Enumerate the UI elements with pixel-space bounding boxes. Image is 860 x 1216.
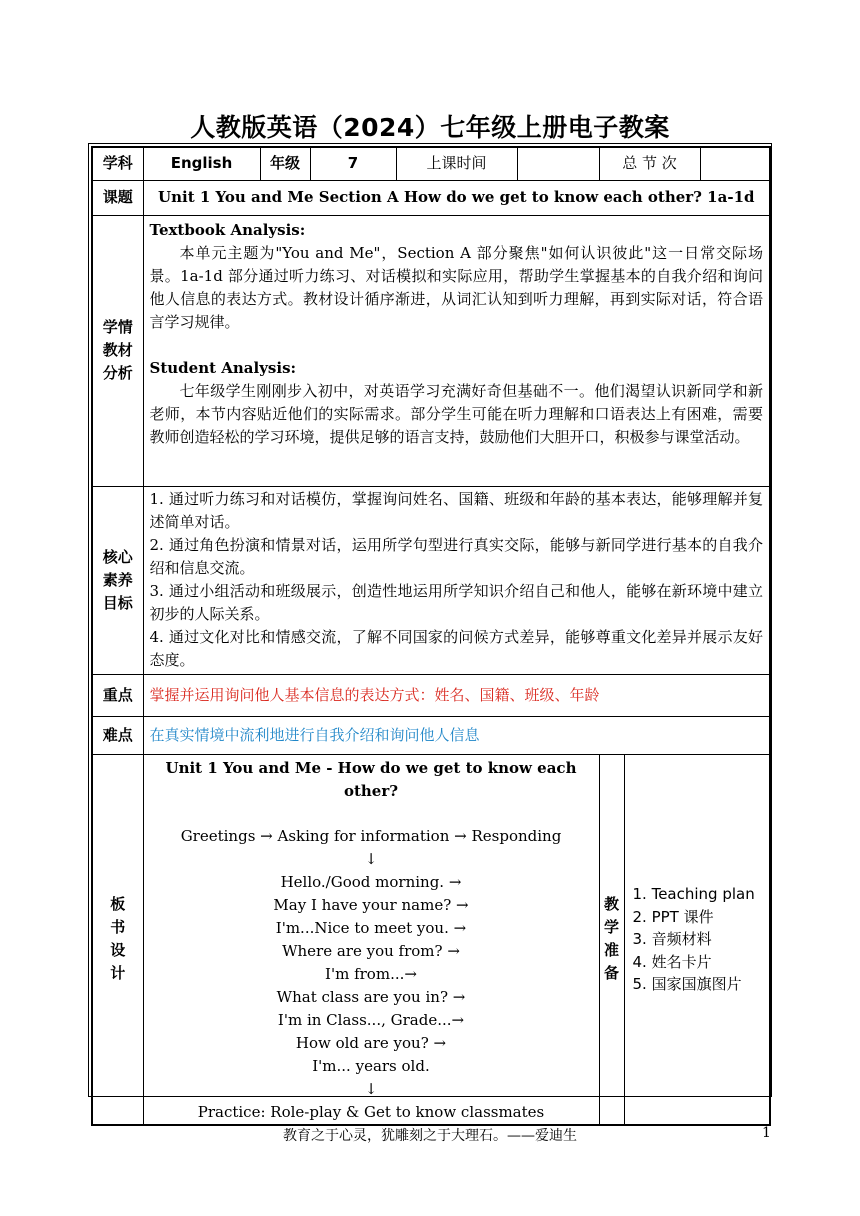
goals-label-text: 核心 素养 目标 [102,547,133,612]
preparation-item: 3. 音频材料 [632,930,712,948]
analysis-spacer [150,334,764,357]
preparation-label [599,754,624,1125]
board-line: I'm from...→ [325,965,417,983]
difficulty-label: 难点 [92,716,143,754]
board-row [92,754,770,1125]
topic-label: 课题 [92,180,143,215]
board-line: How old are you? → [295,1034,447,1052]
key-point-label: 重点 [92,674,143,716]
student-analysis-text: 七年级学生刚刚步入初中，对英语学习充满好奇但基础不一。他们渴望认识新同学和新老师，本节内容贴近他们的实际需求。部分学生可能在听力理解和口语表达上有困难，需要教师创造轻松的学习环境，提供足够的语言支持，鼓励他们大胆开口，积极参与课堂活动。 [149,381,764,446]
board-line: ↓ [364,1080,378,1098]
total-periods-value [700,147,770,180]
preparation-label-text: 教 学 准 备 [603,895,619,983]
goal-item: 1. 通过听力练习和对话模仿，掌握询问姓名、国籍、班级和年龄的基本表达，能够理解并复述简单对话。 [149,490,764,531]
header-row [92,147,770,180]
preparation-item: 1. Teaching plan [632,885,755,903]
student-analysis-heading: Student Analysis: [149,358,297,377]
page-title: 人教版英语（2024）七年级上册电子教案 [190,113,670,142]
analysis-label [92,215,143,486]
textbook-analysis-text: 本单元主题为"You and Me"，Section A 部分聚焦"如何认识彼此"这一日常交际场景。1a-1d 部分通过听力练习、对话模拟和实际应用，帮助学生掌握基本的自我介绍和询问他人信息的表达方式。教材设计循序渐进，从词汇认知到听力理解，再到实际对话，符合语言学习规律。 [149,243,764,331]
board-line: I'm in Class..., Grade...→ [277,1011,465,1029]
analysis-row [92,215,770,486]
page-number: 1 [762,1125,771,1141]
difficulty-value: 在真实情境中流利地进行自我介绍和询问他人信息 [143,716,770,754]
subject-label: 学科 [92,147,143,180]
preparation-item: 2. PPT 课件 [632,907,714,926]
topic-row [92,180,770,215]
preparation-item: 4. 姓名卡片 [632,952,712,971]
board-line: I'm... years old. [312,1057,430,1075]
total-periods-label: 总 节 次 [599,147,700,180]
topic-value: Unit 1 You and Me Section A How do we get to know each other? 1a-1d [143,180,770,215]
lesson-plan-table [91,146,771,1126]
goals-label [92,486,143,674]
difficulty-row [92,716,770,754]
goal-item: 4. 通过文化对比和情感交流，了解不同国家的问候方式差异，能够尊重文化差异并展示友好态度。 [149,628,764,669]
board-line [150,803,593,826]
board-label [92,754,143,1125]
board-line: Greetings → Asking for information → Responding [180,827,562,845]
board-line: What class are you in? → [276,988,466,1006]
footer-quote: 教育之于心灵，犹雕刻之于大理石。——爱迪生 [283,1128,577,1144]
board-title: Unit 1 You and Me - How do we get to know each other? [165,758,577,800]
board-line: Practice: Role-play & Get to know classmates [197,1103,545,1121]
preparation-content [624,754,770,1125]
class-time-label: 上课时间 [396,147,517,180]
grade-value: 7 [310,147,396,180]
analysis-label-text: 学情 教材 分析 [102,318,133,382]
goals-content [143,486,770,674]
key-point-row [92,674,770,716]
board-line: May I have your name? → [273,896,469,914]
goal-item: 3. 通过小组活动和班级展示，创造性地运用所学知识介绍自己和他人，能够在新环境中建立初步的人际关系。 [149,582,764,623]
subject-value: English [143,147,260,180]
board-line: I'm...Nice to meet you. → [275,919,467,937]
board-line: ↓ [364,850,378,868]
goals-row [92,486,770,674]
goal-item: 2. 通过角色扮演和情景对话，运用所学句型进行真实交际，能够与新同学进行基本的自我介绍和信息交流。 [149,536,764,577]
class-time-value [517,147,599,180]
board-line: Hello./Good morning. → [280,873,462,891]
board-content [143,754,599,1125]
grade-label: 年级 [260,147,310,180]
board-label-text: 板 书 设 计 [110,895,126,983]
textbook-analysis-heading: Textbook Analysis: [149,220,306,239]
analysis-content [143,215,770,486]
board-line: Where are you from? → [282,942,460,960]
preparation-item: 5. 国家国旗图片 [632,975,742,993]
key-point-value: 掌握并运用询问他人基本信息的表达方式：姓名、国籍、班级、年龄 [143,674,770,716]
